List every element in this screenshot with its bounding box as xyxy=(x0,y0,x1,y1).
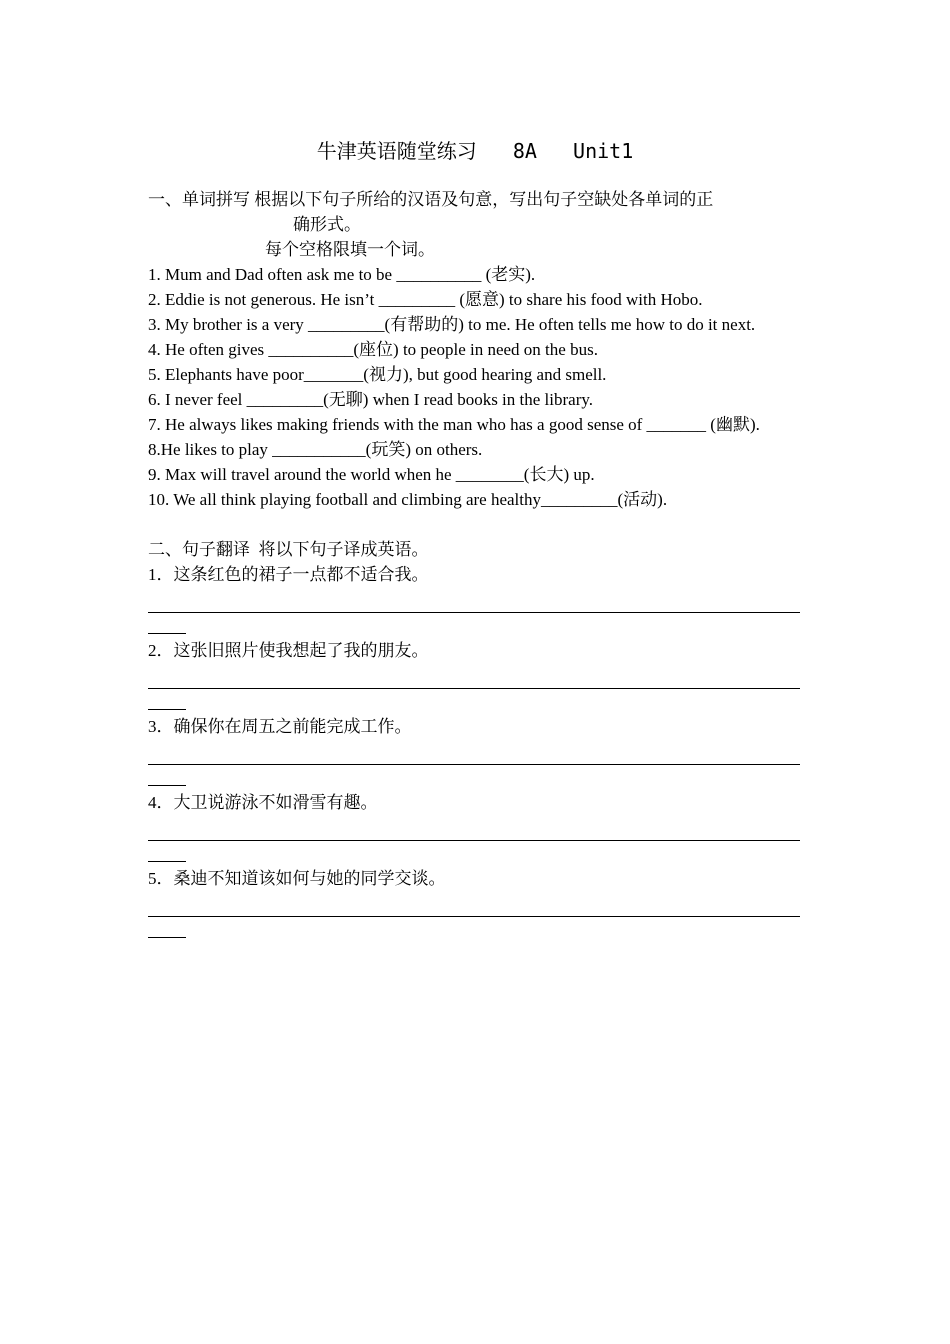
answer-line-tail xyxy=(148,689,808,714)
section-spelling xyxy=(148,187,808,512)
translation-question: 4．大卫说游泳不如滑雪有趣。 xyxy=(148,793,378,812)
spelling-question: 4. He often gives __________(座位) to people in need on the bus. xyxy=(148,340,598,359)
section-spelling-heading-cont: 确形式。 xyxy=(293,215,361,234)
answer-line[interactable] xyxy=(148,739,800,765)
section-translation xyxy=(148,537,808,942)
translation-question: 2．这张旧照片使我想起了我的朋友。 xyxy=(148,641,429,660)
answer-line[interactable] xyxy=(148,663,800,689)
spelling-question: 1. Mum and Dad often ask me to be __________ (老实). xyxy=(148,265,536,284)
answer-line-tail xyxy=(148,841,808,866)
spelling-question: 9. Max will travel around the world when he ________(长大) up. xyxy=(148,465,595,484)
translation-question: 5．桑迪不知道该如何与她的同学交谈。 xyxy=(148,869,446,888)
spelling-question: 3. My brother is a very _________(有帮助的) to me. He often tells me how to do it next. xyxy=(148,315,756,334)
spelling-question: 6. I never feel _________(无聊) when I read books in the library. xyxy=(148,390,594,409)
answer-line[interactable] xyxy=(148,891,800,917)
spelling-question: 7. He always likes making friends with the man who has a good sense of _______ (幽默). xyxy=(148,415,760,434)
answer-line-tail xyxy=(148,613,808,638)
translation-question: 3．确保你在周五之前能完成工作。 xyxy=(148,717,412,736)
section-translation-heading: 二、句子翻译 将以下句子译成英语。 xyxy=(148,540,429,559)
spelling-question: 2. Eddie is not generous. He isn’t _________ (愿意) to share his food with Hobo. xyxy=(148,290,703,309)
section-spelling-heading: 一、单词拼写 根据以下句子所给的汉语及句意，写出句子空缺处各单词的正 xyxy=(148,190,714,209)
answer-line-tail xyxy=(148,765,808,790)
page-title: 牛津英语随堂练习 8A Unit1 xyxy=(316,139,634,163)
answer-line[interactable] xyxy=(148,587,800,613)
section-spacer xyxy=(148,512,808,537)
translation-question: 1．这条红色的裙子一点都不适合我。 xyxy=(148,565,429,584)
answer-line[interactable] xyxy=(148,815,800,841)
answer-line-tail xyxy=(148,917,808,942)
spelling-question: 8.He likes to play ___________(玩笑) on others. xyxy=(148,440,483,459)
worksheet-content xyxy=(148,187,808,942)
spelling-question: 10. We all think playing football and climbing are healthy_________(活动). xyxy=(148,490,668,509)
section-spelling-instruction: 每个空格限填一个词。 xyxy=(265,240,435,259)
spelling-question: 5. Elephants have poor_______(视力), but good hearing and smell. xyxy=(148,365,607,384)
